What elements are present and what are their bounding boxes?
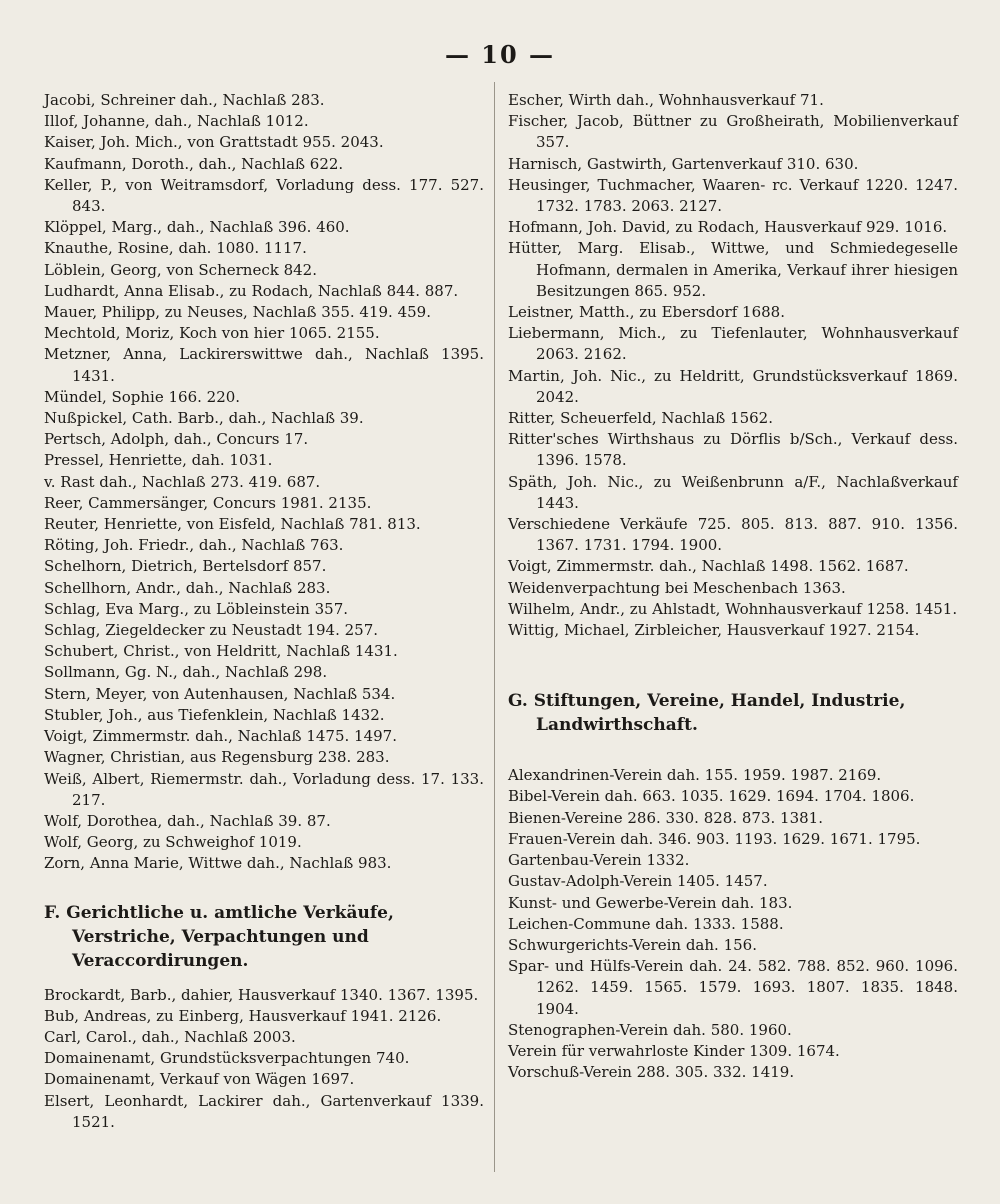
- left-column: [44, 90, 484, 1133]
- index-entry: Jacobi, Schreiner dah., Nachlaß 283.: [44, 91, 325, 109]
- index-entry: Schwurgerichts-Verein dah. 156.: [508, 935, 757, 954]
- index-entry: Stern, Meyer, von Autenhausen, Nachlaß 534.: [44, 684, 396, 703]
- index-entry: Reuter, Henriette, von Eisfeld, Nachlaß 781. 813.: [44, 515, 421, 534]
- index-entry: Kunst- und Gewerbe-Verein dah. 183.: [508, 893, 793, 912]
- index-entry: Wolf, Georg, zu Schweighof 1019.: [44, 833, 302, 852]
- index-entry: Kaufmann, Doroth., dah., Nachlaß 622.: [44, 154, 344, 173]
- section-g-entries: [508, 765, 958, 1083]
- index-entry: Stenographen-Verein dah. 580. 1960.: [508, 1020, 792, 1039]
- index-entry: Domainenamt, Verkauf von Wägen 1697.: [44, 1070, 355, 1089]
- index-entry: Löblein, Georg, von Scherneck 842.: [44, 260, 317, 279]
- index-entry: Hofmann, Joh. David, zu Rodach, Hausverkauf 929. 1016.: [508, 218, 948, 237]
- left-entries: [44, 90, 484, 875]
- index-entry: Wagner, Christian, aus Regensburg 238. 283.: [44, 748, 390, 767]
- index-entry: Schlag, Eva Marg., zu Löbleinstein 357.: [44, 599, 349, 618]
- index-entry: Schellhorn, Andr., dah., Nachlaß 283.: [44, 578, 331, 597]
- index-entry: Hütter, Marg. Elisab., Wittwe, und Schmiedegeselle Hofmann, dermalen in Amerika, Verkauf ihrer hiesigen Besitzungen 865. 952.: [508, 239, 958, 300]
- index-entry: Vorschuß-Verein 288. 305. 332. 1419.: [508, 1063, 795, 1082]
- index-entry: Leichen-Commune dah. 1333. 1588.: [508, 914, 784, 933]
- index-entry: Wilhelm, Andr., zu Ahlstadt, Wohnhausverkauf 1258. 1451.: [508, 599, 958, 618]
- index-entry: Escher, Wirth dah., Wohnhausverkauf 71.: [508, 91, 824, 109]
- index-entry: Fischer, Jacob, Büttner zu Großheirath, Mobilienverkauf 357.: [508, 112, 958, 152]
- index-entry: Frauen-Verein dah. 346. 903. 1193. 1629. 1671. 1795.: [508, 829, 921, 848]
- index-entry: Liebermann, Mich., zu Tiefenlauter, Wohnhausverkauf 2063. 2162.: [508, 324, 958, 364]
- index-entry: Schubert, Christ., von Heldritt, Nachlaß 1431.: [44, 642, 398, 661]
- index-entry: Voigt, Zimmermstr. dah., Nachlaß 1475. 1497.: [44, 727, 397, 746]
- index-entry: Mündel, Sophie 166. 220.: [44, 387, 241, 406]
- index-entry: Reer, Cammersänger, Concurs 1981. 2135.: [44, 493, 372, 512]
- index-entry: Alexandrinen-Verein dah. 155. 1959. 1987. 2169.: [508, 766, 882, 785]
- index-entry: Ritter'sches Wirthshaus zu Dörflis b/Sch., Verkauf dess. 1396. 1578.: [508, 430, 958, 470]
- index-entry: Späth, Joh. Nic., zu Weißenbrunn a/F., Nachlaßverkauf 1443.: [508, 472, 958, 512]
- index-entry: Bub, Andreas, zu Einberg, Hausverkauf 1941. 2126.: [44, 1006, 442, 1025]
- index-entry: Weiß, Albert, Riemermstr. dah., Vorladung dess. 17. 133. 217.: [44, 769, 484, 809]
- index-entry: Knauthe, Rosine, dah. 1080. 1117.: [44, 239, 307, 258]
- index-entry: Wittig, Michael, Zirbleicher, Hausverkauf 1927. 2154.: [508, 621, 920, 640]
- index-entry: Mechtold, Moriz, Koch von hier 1065. 2155.: [44, 324, 380, 343]
- index-entry: Bibel-Verein dah. 663. 1035. 1629. 1694. 1704. 1806.: [508, 787, 915, 806]
- section-f-title: F. Gerichtliche u. amtliche Verkäufe, Verstriche, Verpachtungen und Veraccordirungen.: [44, 902, 394, 971]
- right-entries: [508, 90, 958, 641]
- index-entry: Kaiser, Joh. Mich., von Grattstadt 955. 2043.: [44, 133, 384, 152]
- index-entry: Pertsch, Adolph, dah., Concurs 17.: [44, 430, 309, 449]
- index-entry: Brockardt, Barb., dahier, Hausverkauf 1340. 1367. 1395.: [44, 985, 479, 1004]
- index-entry: Verein für verwahrloste Kinder 1309. 1674.: [508, 1041, 840, 1060]
- column-divider: [494, 82, 495, 1172]
- index-entry: Keller, P., von Weitramsdorf, Vorladung dess. 177. 527. 843.: [44, 175, 484, 216]
- index-entry: Zorn, Anna Marie, Wittwe dah., Nachlaß 983.: [44, 854, 392, 873]
- index-entry: v. Rast dah., Nachlaß 273. 419. 687.: [44, 472, 321, 491]
- section-f-entries: [44, 985, 484, 1133]
- index-entry: Nußpickel, Cath. Barb., dah., Nachlaß 39.: [44, 409, 364, 428]
- right-column: [508, 90, 958, 1083]
- index-entry: Schelhorn, Dietrich, Bertelsdorf 857.: [44, 557, 327, 576]
- section-g-title: G. Stiftungen, Vereine, Handel, Industrie, Landwirthschaft.: [508, 691, 906, 736]
- index-entry: Harnisch, Gastwirth, Gartenverkauf 310. 630.: [508, 154, 859, 173]
- index-entry: Sollmann, Gg. N., dah., Nachlaß 298.: [44, 663, 328, 682]
- index-entry: Elsert, Leonhardt, Lackirer dah., Gartenverkauf 1339. 1521.: [44, 1091, 484, 1131]
- index-entry: Spar- und Hülfs-Verein dah. 24. 582. 788. 852. 960. 1096. 1262. 1459. 1565. 1579. 1693. 1807. 1835. 1848. 1904.: [508, 957, 958, 1018]
- index-entry: Gartenbau-Verein 1332.: [508, 851, 690, 870]
- index-entry: Bienen-Vereine 286. 330. 828. 873. 1381.: [508, 808, 823, 827]
- index-entry: Stubler, Joh., aus Tiefenklein, Nachlaß 1432.: [44, 705, 385, 724]
- index-entry: Röting, Joh. Friedr., dah., Nachlaß 763.: [44, 536, 344, 555]
- index-entry: Gustav-Adolph-Verein 1405. 1457.: [508, 872, 768, 891]
- index-entry: Voigt, Zimmermstr. dah., Nachlaß 1498. 1562. 1687.: [508, 557, 909, 576]
- index-entry: Ludhardt, Anna Elisab., zu Rodach, Nachlaß 844. 887.: [44, 281, 459, 300]
- index-entry: Verschiedene Verkäufe 725. 805. 813. 887. 910. 1356. 1367. 1731. 1794. 1900.: [508, 515, 958, 555]
- index-entry: Wolf, Dorothea, dah., Nachlaß 39. 87.: [44, 811, 331, 830]
- index-entry: Martin, Joh. Nic., zu Heldritt, Grundstücksverkauf 1869. 2042.: [508, 366, 958, 406]
- index-entry: Schlag, Ziegeldecker zu Neustadt 194. 257.: [44, 621, 378, 640]
- index-entry: Mauer, Philipp, zu Neuses, Nachlaß 355. 419. 459.: [44, 303, 431, 322]
- index-entry: Weidenverpachtung bei Meschenbach 1363.: [508, 578, 846, 597]
- index-entry: Metzner, Anna, Lackirerswittwe dah., Nachlaß 1395. 1431.: [44, 345, 484, 385]
- index-entry: Domainenamt, Grundstücksverpachtungen 740.: [44, 1049, 410, 1068]
- index-entry: Heusinger, Tuchmacher, Waaren- rc. Verkauf 1220. 1247. 1732. 1783. 2063. 2127.: [508, 175, 958, 216]
- index-entry: Leistner, Matth., zu Ebersdorf 1688.: [508, 303, 785, 322]
- index-entry: Ritter, Scheuerfeld, Nachlaß 1562.: [508, 409, 773, 428]
- index-entry: Pressel, Henriette, dah. 1031.: [44, 451, 273, 470]
- index-entry: Klöppel, Marg., dah., Nachlaß 396. 460.: [44, 218, 350, 237]
- index-entry: Carl, Carol., dah., Nachlaß 2003.: [44, 1027, 296, 1046]
- index-entry: Illof, Johanne, dah., Nachlaß 1012.: [44, 112, 309, 131]
- page-number: — 10 —: [444, 40, 556, 69]
